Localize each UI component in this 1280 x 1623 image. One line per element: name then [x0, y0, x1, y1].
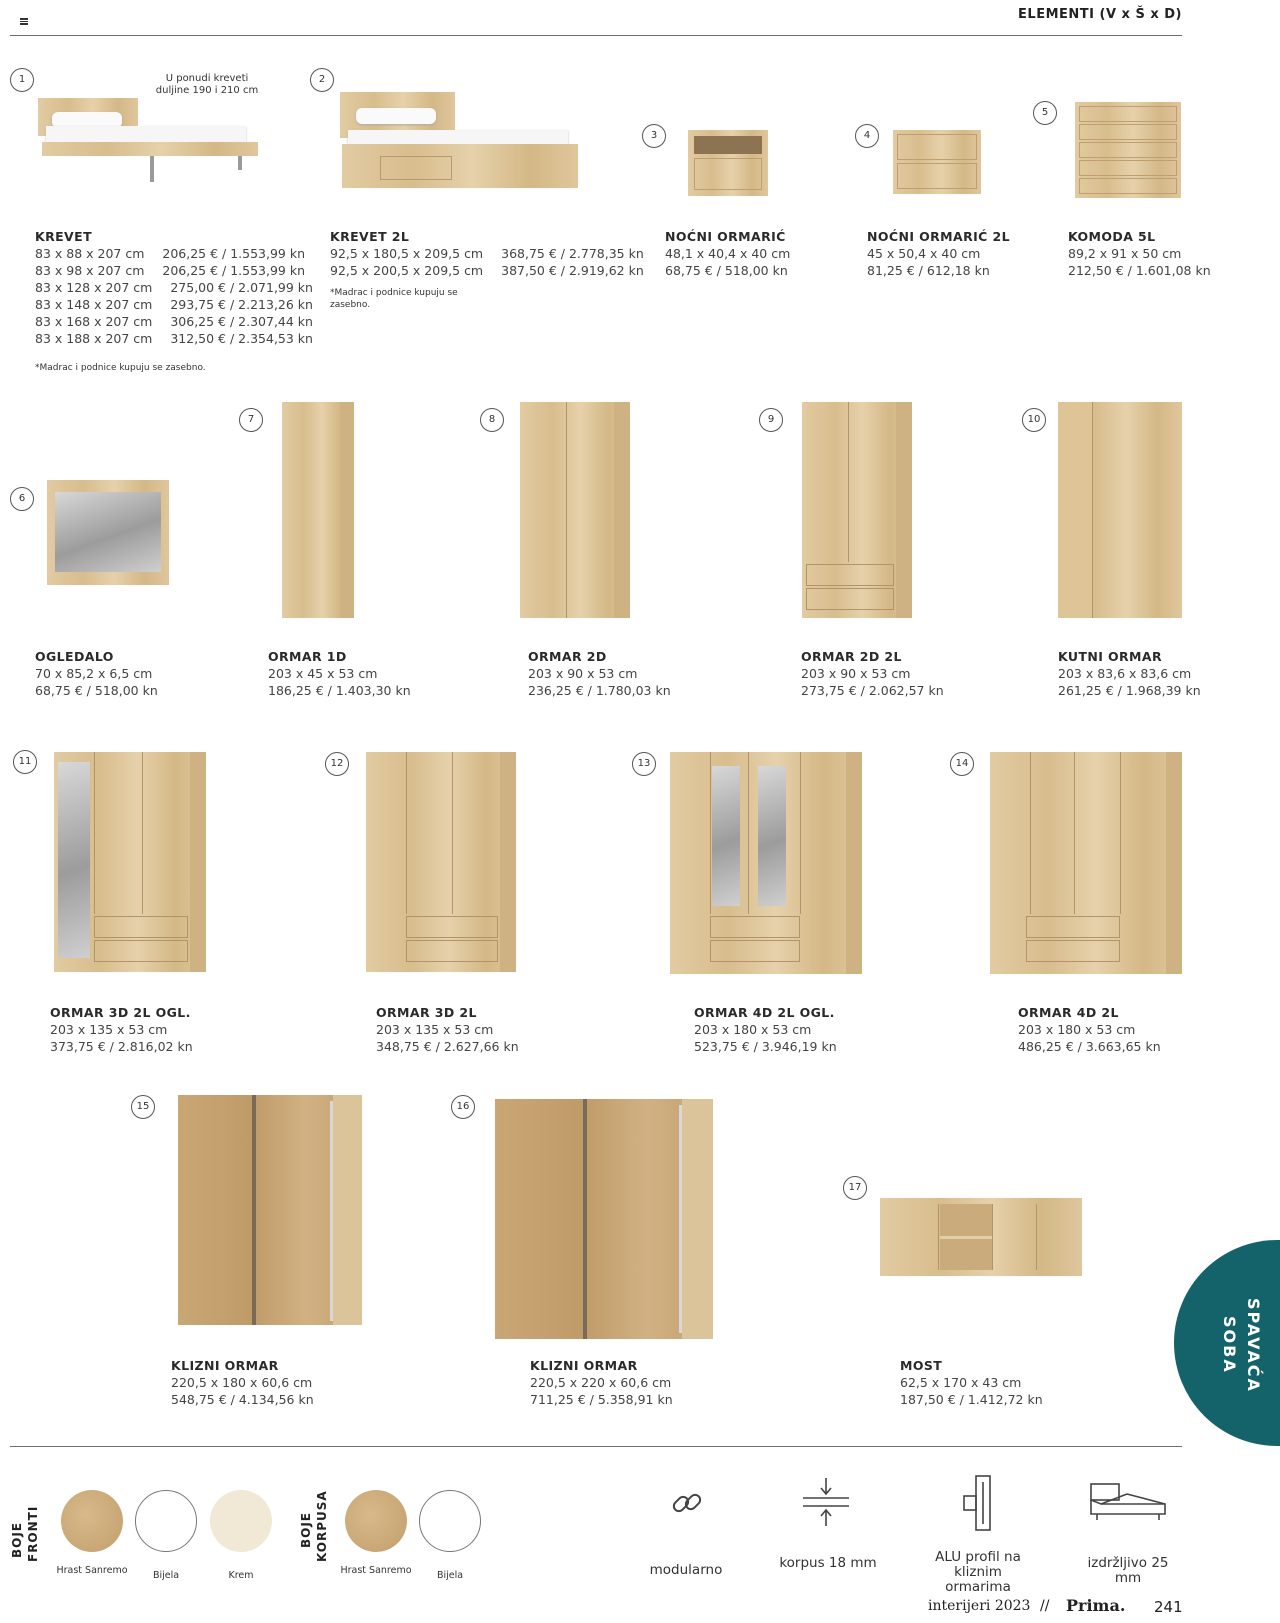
section-tab-line2: SOBA [1220, 1316, 1239, 1374]
dimension: 203 x 90 x 53 cm [528, 666, 638, 681]
body-label-line1: BOJE [299, 1511, 313, 1548]
item-number-14: 14 [950, 752, 974, 776]
sliding-wardrobe-220-image [495, 1099, 713, 1339]
item-number-12: 12 [325, 752, 349, 776]
item-number-6: 6 [10, 487, 34, 511]
thickness-icon [803, 1476, 849, 1528]
price: 368,75 € / 2.778,35 kn [501, 246, 644, 261]
price: 187,50 € / 1.412,72 kn [900, 1392, 1043, 1407]
menu-icon [20, 18, 28, 25]
wardrobe-4d-2l-image [990, 752, 1182, 974]
bed-length-callout: U ponudi kreveti duljine 190 i 210 cm [155, 73, 259, 96]
price: 348,75 € / 2.627,66 kn [376, 1039, 519, 1054]
price: 486,25 € / 3.663,65 kn [1018, 1039, 1161, 1054]
product-ormar-3d-2l-ogl [50, 1004, 193, 1055]
price: 548,75 € / 4.134,56 kn [171, 1392, 314, 1407]
price: 236,25 € / 1.780,03 kn [528, 683, 671, 698]
item-number-13: 13 [632, 752, 656, 776]
product-name: ORMAR 1D [268, 649, 347, 664]
product-ogledalo [35, 648, 158, 699]
swatch-label: Krem [228, 1570, 254, 1581]
feature-label-alu-profil: ALU profil na kliznim ormarima [935, 1549, 1021, 1595]
dimension: 92,5 x 180,5 x 209,5 cm [330, 246, 484, 261]
page-number: 241 [1154, 1598, 1183, 1616]
item-number-9: 9 [759, 408, 783, 432]
item-number-7: 7 [239, 408, 263, 432]
dimension: 203 x 180 x 53 cm [1018, 1022, 1136, 1037]
footer-divider [10, 1446, 1182, 1447]
body-label-line2: KORPUSA [315, 1490, 329, 1562]
swatch-label: Bijela [152, 1570, 180, 1581]
price: 68,75 € / 518,00 kn [665, 263, 788, 278]
dresser-image [1075, 102, 1181, 198]
price: 711,25 € / 5.358,91 kn [530, 1392, 673, 1407]
bed-icon [1087, 1480, 1169, 1522]
wardrobe-2d-2l-image [802, 402, 912, 618]
item-number-16: 16 [451, 1095, 475, 1119]
dimension: 89,2 x 91 x 50 cm [1068, 246, 1182, 261]
wardrobe-3d-2l-image [366, 752, 516, 972]
product-name: ORMAR 2D [528, 649, 607, 664]
product-name: NOĆNI ORMARIĆ 2L [867, 229, 1010, 244]
bridge-cabinet-image [880, 1198, 1082, 1276]
product-name: KREVET 2L [330, 229, 410, 244]
wardrobe-2d-image [520, 402, 630, 618]
dimension: 83 x 128 x 207 cm [35, 280, 153, 295]
product-name: KREVET [35, 229, 92, 244]
mirror-image [47, 480, 169, 585]
price: 387,50 € / 2.919,62 kn [501, 263, 644, 278]
product-name: NOĆNI ORMARIĆ [665, 229, 786, 244]
product-ormar-2d-2l [801, 648, 944, 699]
product-klizni-ormar-220 [530, 1357, 673, 1408]
footer-separator: // [1040, 1598, 1050, 1614]
product-name: ORMAR 3D 2L [376, 1005, 477, 1020]
product-name: KUTNI ORMAR [1058, 649, 1162, 664]
nightstand-image [688, 130, 768, 196]
wardrobe-4d-2l-mirror-image [670, 752, 862, 974]
dimension: 203 x 135 x 53 cm [376, 1022, 494, 1037]
dimension: 83 x 148 x 207 cm [35, 297, 153, 312]
product-most [900, 1357, 1043, 1408]
price: 523,75 € / 3.946,19 kn [694, 1039, 837, 1054]
price: 312,50 € / 2.354,53 kn [170, 331, 313, 346]
dimension: 203 x 135 x 53 cm [50, 1022, 168, 1037]
price: 293,75 € / 2.213,26 kn [170, 297, 313, 312]
dimension: 220,5 x 180 x 60,6 cm [171, 1375, 313, 1390]
magazine-title: interijeri 2023 [928, 1598, 1031, 1614]
fronts-label-line2: FRONTI [26, 1505, 40, 1562]
sliding-wardrobe-180-image [178, 1095, 362, 1325]
fronts-label-line1: BOJE [10, 1521, 24, 1558]
product-ormar-4d-2l [1018, 1004, 1161, 1055]
dimension: 48,1 x 40,4 x 40 cm [665, 246, 791, 261]
item-number-15: 15 [131, 1095, 155, 1119]
price: 81,25 € / 612,18 kn [867, 263, 990, 278]
item-number-8: 8 [480, 408, 504, 432]
product-nocni-ormaric [665, 228, 790, 279]
bed-image [38, 98, 258, 188]
product-name: KLIZNI ORMAR [530, 1358, 638, 1373]
section-tab [1174, 1240, 1280, 1446]
item-number-3: 3 [642, 124, 666, 148]
product-name: ORMAR 4D 2L OGL. [694, 1005, 835, 1020]
feature-label-izdrzljivo: izdržljivo 25 mm [1087, 1555, 1169, 1586]
nightstand-2l-image [893, 130, 981, 194]
dimension: 203 x 90 x 53 cm [801, 666, 911, 681]
product-ormar-4d-2l-ogl [694, 1004, 837, 1055]
swatch-bijela-front [135, 1490, 197, 1552]
bed-2l-image [340, 92, 580, 197]
product-ormar-3d-2l [376, 1004, 519, 1055]
item-number-5: 5 [1033, 101, 1057, 125]
section-tab-line1: SPAVAĆA [1244, 1298, 1263, 1393]
swatch-hrast-sanremo-front [61, 1490, 123, 1552]
wardrobe-1d-image [282, 402, 354, 618]
dimension: 83 x 168 x 207 cm [35, 314, 153, 329]
product-krevet [35, 228, 313, 347]
dimension: 83 x 98 x 207 cm [35, 263, 145, 278]
product-name: ORMAR 3D 2L OGL. [50, 1005, 191, 1020]
price: 273,75 € / 2.062,57 kn [801, 683, 944, 698]
alu-profile-icon [958, 1474, 998, 1532]
swatch-hrast-sanremo-body [345, 1490, 407, 1552]
product-name: MOST [900, 1358, 943, 1373]
item-number-1: 1 [10, 68, 34, 92]
product-name: ORMAR 4D 2L [1018, 1005, 1119, 1020]
product-name: KLIZNI ORMAR [171, 1358, 279, 1373]
swatch-krem-front [210, 1490, 272, 1552]
dimension: 83 x 88 x 207 cm [35, 246, 145, 261]
product-ormar-1d [268, 648, 411, 699]
dimension: 83 x 188 x 207 cm [35, 331, 153, 346]
dimension: 203 x 45 x 53 cm [268, 666, 378, 681]
price: 261,25 € / 1.968,39 kn [1058, 683, 1201, 698]
product-name: ORMAR 2D 2L [801, 649, 902, 664]
link-icon [668, 1484, 706, 1522]
price: 186,25 € / 1.403,30 kn [268, 683, 411, 698]
corner-wardrobe-image [1058, 402, 1182, 618]
swatch-label: Hrast Sanremo [340, 1565, 412, 1576]
price: 306,25 € / 2.307,44 kn [170, 314, 313, 329]
product-nocni-ormaric-2l [867, 228, 1010, 279]
swatch-label: Bijela [436, 1570, 464, 1581]
dimension: 62,5 x 170 x 43 cm [900, 1375, 1022, 1390]
dimension: 220,5 x 220 x 60,6 cm [530, 1375, 672, 1390]
header-divider [10, 35, 1182, 36]
dimension: 92,5 x 200,5 x 209,5 cm [330, 263, 484, 278]
mattress-note-2l: *Madrac i podnice kupuju se zasebno. [330, 288, 458, 310]
item-number-2: 2 [310, 68, 334, 92]
brand-logo: Prima. [1066, 1596, 1126, 1615]
dimension: 203 x 83,6 x 83,6 cm [1058, 666, 1192, 681]
price: 68,75 € / 518,00 kn [35, 683, 158, 698]
item-number-10: 10 [1022, 408, 1046, 432]
product-name: OGLEDALO [35, 649, 114, 664]
price: 206,25 € / 1.553,99 kn [162, 246, 306, 261]
dimension: 203 x 180 x 53 cm [694, 1022, 812, 1037]
dimension: 70 x 85,2 x 6,5 cm [35, 666, 153, 681]
product-klizni-ormar-180 [171, 1357, 314, 1408]
dimension: 45 x 50,4 x 40 cm [867, 246, 981, 261]
product-krevet-2l [330, 228, 644, 279]
swatch-bijela-body [419, 1490, 481, 1552]
product-name: KOMODA 5L [1068, 229, 1156, 244]
price: 275,00 € / 2.071,99 kn [170, 280, 313, 295]
price: 206,25 € / 1.553,99 kn [162, 263, 306, 278]
price: 212,50 € / 1.601,08 kn [1068, 263, 1211, 278]
product-ormar-2d [528, 648, 671, 699]
item-number-11: 11 [13, 750, 37, 774]
mattress-note: *Madrac i podnice kupuju se zasebno. [35, 363, 206, 373]
item-number-4: 4 [855, 124, 879, 148]
product-kutni-ormar [1058, 648, 1201, 699]
feature-label-modularno: modularno [649, 1562, 723, 1578]
item-number-17: 17 [843, 1176, 867, 1200]
feature-label-korpus: korpus 18 mm [779, 1555, 877, 1571]
product-komoda-5l [1068, 228, 1211, 279]
swatch-label: Hrast Sanremo [56, 1565, 128, 1576]
price: 373,75 € / 2.816,02 kn [50, 1039, 193, 1054]
page-header-title: ELEMENTI (V x Š x D) [1018, 7, 1182, 22]
wardrobe-3d-2l-mirror-image [54, 752, 206, 972]
